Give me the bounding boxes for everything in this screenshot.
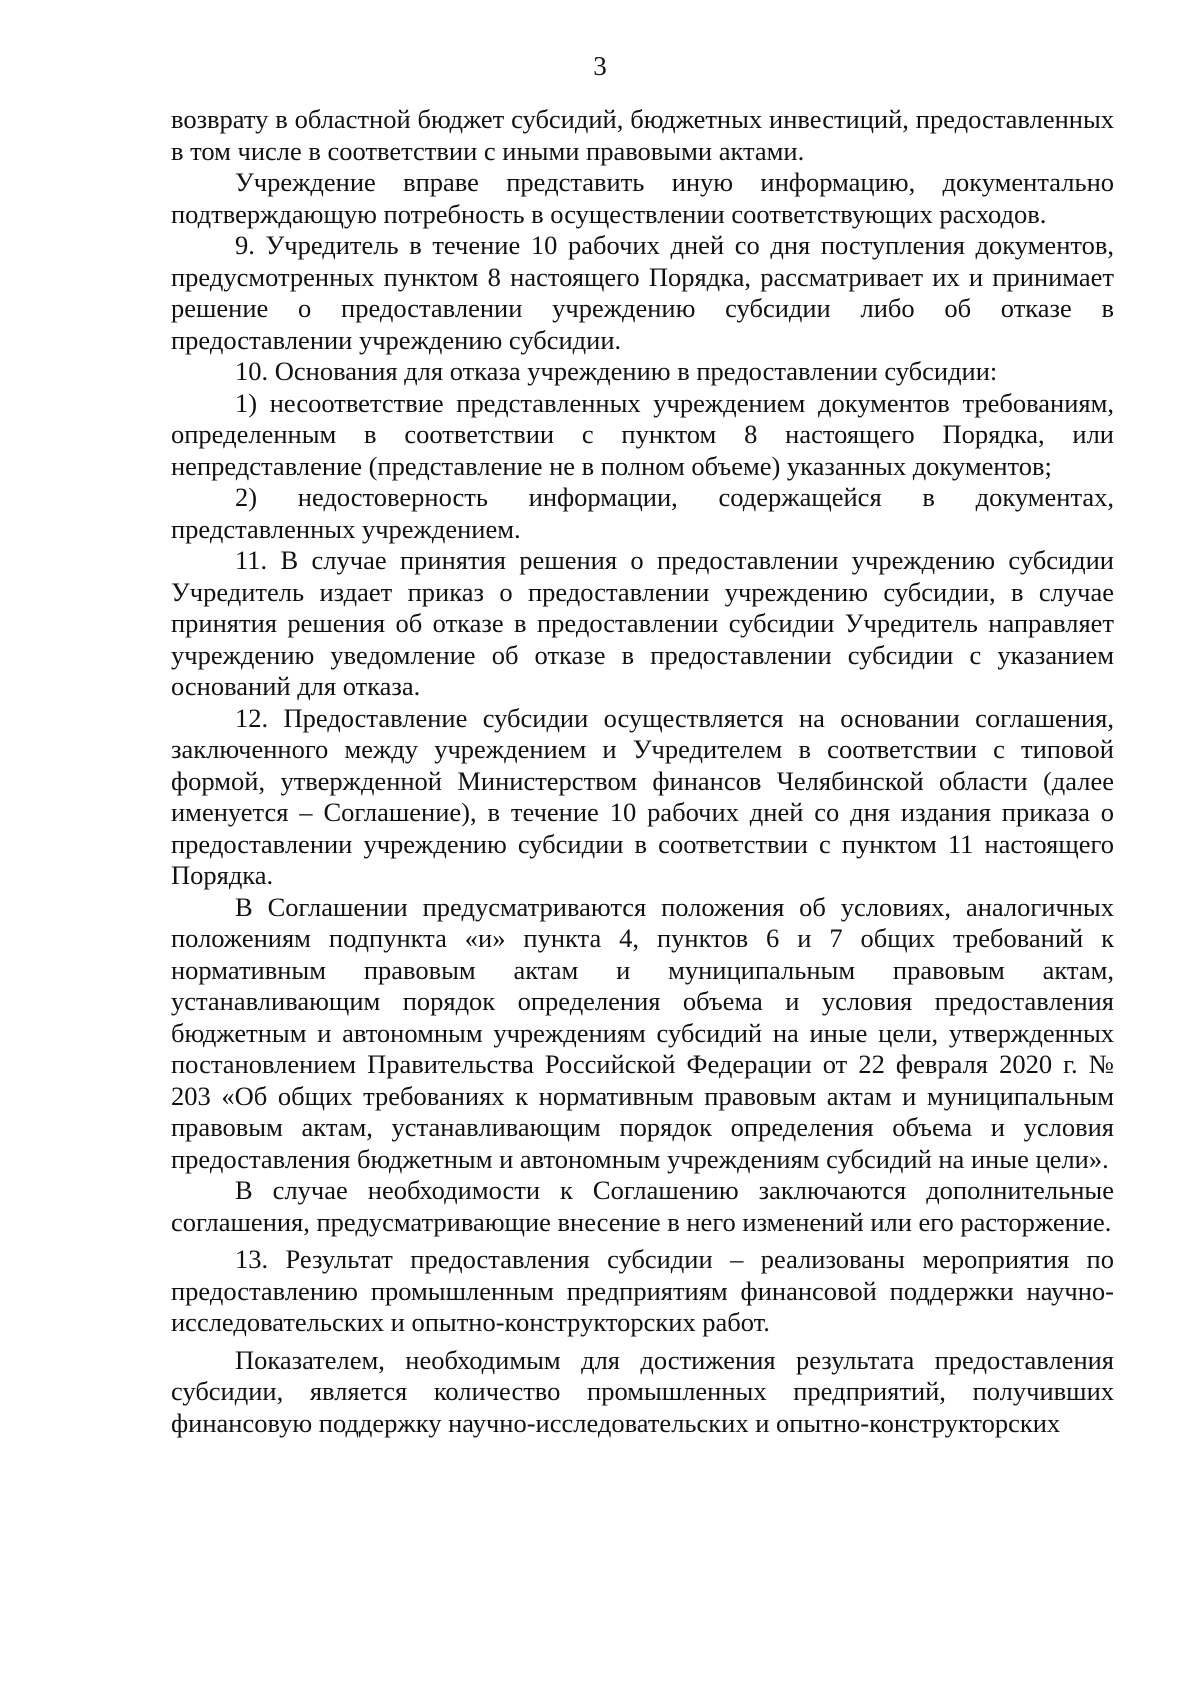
paragraph-continuation: возврату в областной бюджет субсидий, бюджетных инвестиций, предоставленных в том числе в соответствии с иными правовыми актами. <box>171 104 1114 166</box>
paragraph-agreement-provisions: В Соглашении предусматриваются положения об условиях, аналогичных положениям подпункта «и» пункта 4, пунктов 6 и 7 общих требований к нормативным правовым актам и муниципальным правовым актам, устанавливающим порядок определения объема и условия предоставления бюджетным и автономным учреждениям субсидий на иные цели, утвержденных постановлением Правительства Российской Федерации от 22 февраля 2020 г. № 203 «Об общих требованиях к нормативным правовым актам и муниципальным правовым актам, устанавливающим порядок определения объема и условия предоставления бюджетным и автономным учреждениям субсидий на иные цели». <box>171 891 1114 1174</box>
paragraph-item-10-sub-1: 1) несоответствие представленных учреждением документов требованиям, определенным в соответствии с пунктом 8 настоящего Порядка, или непредставление (представление не в полном объеме) указанных документов; <box>171 387 1114 481</box>
paragraph-item-9: 9. Учредитель в течение 10 рабочих дней со дня поступления документов, предусмотренных пунктом 8 настоящего Порядка, рассматривает их и принимает решение о предоставлении учреждению субсидии либо об отказе в предоставлении учреждению субсидии. <box>171 230 1114 355</box>
document-body <box>171 104 1114 1439</box>
paragraph-item-13: 13. Результат предоставления субсидии – реализованы мероприятия по предоставлению промышленным предприятиям финансовой поддержки научно-исследовательских и опытно-конструкторских работ. <box>171 1244 1114 1337</box>
paragraph-item-10-sub-2: 2) недостоверность информации, содержащейся в документах, представленных учреждением. <box>171 482 1114 544</box>
paragraph-additional-info: Учреждение вправе представить иную информацию, документально подтверждающую потребность в осуществлении соответствующих расходов. <box>171 167 1114 229</box>
page-number: 3 <box>593 51 607 81</box>
paragraph-indicator: Показателем, необходимым для достижения результата предоставления субсидии, является количество промышленных предприятий, получивших финансовую поддержку научно-исследовательских и опытно-конструкторских <box>171 1344 1114 1438</box>
paragraph-item-10: 10. Основания для отказа учреждению в предоставлении субсидии: <box>235 356 998 386</box>
paragraph-additional-agreements: В случае необходимости к Соглашению заключаются дополнительные соглашения, предусматривающие внесение в него изменений или его расторжение. <box>171 1175 1114 1237</box>
paragraph-item-11: 11. В случае принятия решения о предоставлении учреждению субсидии Учредитель издает приказ о предоставлении учреждению субсидии, в случае принятия решения об отказе в предоставлении субсидии Учредитель направляет учреждению уведомление об отказе в предоставлении субсидии с указанием оснований для отказа. <box>171 545 1114 701</box>
paragraph-item-12: 12. Предоставление субсидии осуществляется на основании соглашения, заключенного между учреждением и Учредителем в соответствии с типовой формой, утвержденной Министерством финансов Челябинской области (далее именуется – Соглашение), в течение 10 рабочих дней со дня издания приказа о предоставлении учреждению субсидии в соответствии с пунктом 11 настоящего Порядка. <box>171 702 1114 890</box>
